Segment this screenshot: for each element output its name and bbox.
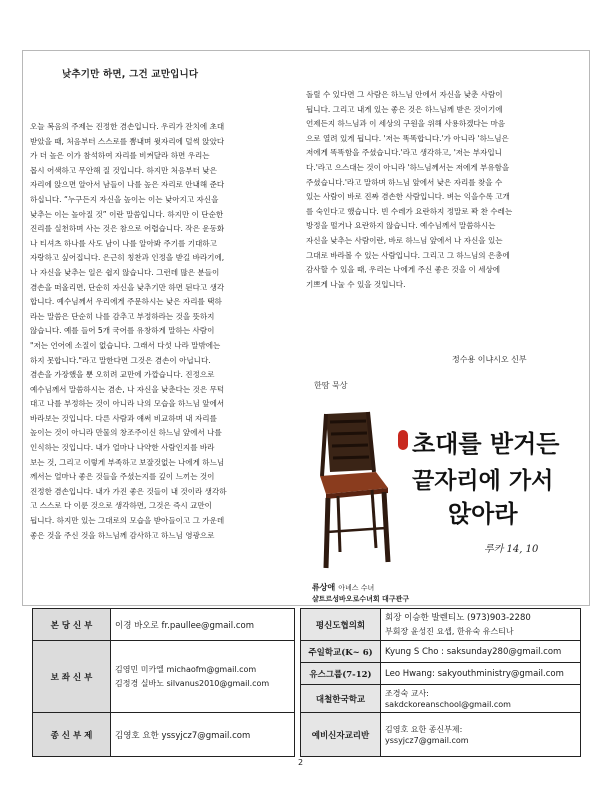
paragraph-line: 낮추는 이는 높아질 것” 이란 말씀입니다. 하지만 이 단순한 [30,209,224,219]
paragraph-line: 나 티셔츠 하나를 사도 남이 나를 알아봐 주기를 기대하고 [30,238,217,248]
directory-label: 유스그룹(7-12) [301,663,381,685]
paragraph-line: 하십니다. “누구든지 자신을 높이는 이는 낮아지고 자신을 [30,194,219,204]
directory-value: 김영호 요한 종신부제: yssyjcz7@gmail.com [381,713,581,757]
article-body-right [306,88,586,292]
directory-label: 주일학교(K~ 6) [301,641,381,663]
directory-value: Kyung S Cho : saksunday280@gmail.com [381,641,581,663]
author-signature: 정수용 이냐시오 신부 [452,355,527,364]
paragraph-line: 감사할 수 있을 때, 우리는 나에게 주신 좋은 것을 이 세상에 [306,265,501,275]
paragraph-line: 고 스스로 다 이룬 것으로 생각하면, 그것은 즉시 교만이 [30,501,212,511]
paragraph-line: 저에게 똑똑함을 주셨습니다.'라고 생각하고, '저는 부자입니 [306,148,502,158]
chair-illustration [320,412,388,568]
paragraph-line: 인식하는 것입니다. 내가 얼마나 나약한 사람인지를 바라 [30,443,215,453]
seal-stamp [398,430,408,450]
paragraph-line: 좋은 것을 주신 것을 하느님께 감사하고 하느님 영광으로 [30,530,215,540]
verse-reference: 루카 14, 10 [484,544,539,555]
paragraph-line: 주셨습니다.'라고 말하며 하느님 앞에서 낮은 자리를 찾을 수 [306,177,503,187]
artwork-caption: 한땀 묵상 [314,381,348,390]
directory-value: 조경숙 교사: sakdckoreanschool@gmail.com [381,685,581,713]
directory-label: 보 좌 신 부 [33,641,111,713]
directory-label: 예비신자교리반 [301,713,381,757]
table-row [33,609,581,641]
paragraph-line: 합니다. 예수님께서 우리에게 주문하시는 낮은 자리를 택하 [30,297,222,307]
paragraph-line: 라는 말씀은 단순히 나를 감추고 부정하라는 것을 뜻하지 [30,311,215,321]
parish-directory [32,608,581,757]
directory-label: 본 당 신 부 [33,609,111,641]
directory-value: 김영호 요한 yssyjcz7@gmail.com [111,713,295,757]
paragraph-line: "저는 언어에 소질이 없습니다. 그래서 다섯 나라 말밖에는 [30,340,221,350]
table-row [33,641,581,663]
paragraph-line: 돌릴 수 있다면 그 사람은 하느님 안에서 자신을 낮춘 사람이 [306,90,503,99]
paragraph-line: 겸손을 떠올리면, 단순히 자신을 낮추기만 하면 된다고 생각 [30,282,225,292]
paragraph-line: 진리를 실천하며 사는 것은 참으로 어렵습니다. 작은 운동화 [30,224,225,234]
artist-name: 류상애 아녜스 수녀 [312,583,375,592]
paragraph-line: 자리에 앉으면 알아서 남들이 나를 높은 자리로 안내해 준다 [30,180,225,190]
paragraph-line: 몹시 어색하고 무안해 질 것입니다. 하지만 처음부터 낮은 [30,165,217,175]
paragraph-line: 있는 사람이 바로 진짜 겸손한 사람입니다. 벼는 익을수록 고개 [306,192,510,202]
directory-value: Leo Hwang: sakyouthministry@gmail.com [381,663,581,685]
paragraph-line: 께서는 얼마나 좋은 것들을 주셨는지를 깊이 느끼는 것이 [30,472,215,482]
paragraph-line: 방정을 떨거나 요란하지 않습니다. 예수님께서 말씀하시는 [306,221,496,231]
paragraph-line: 그대로 바라볼 수 있는 사람입니다. 그리고 그 하느님의 은총에 [306,250,510,260]
paragraph-line: 받았을 때, 처음부터 스스로를 뽐내며 윗자리에 덜썩 앉았다 [30,136,225,146]
directory-value: 회장 이승한 발렌티노 (973)903-2280 부회장 윤성진 요셉, 한유숙 유스티나 [381,609,581,641]
paragraph-line: 자신을 낮추는 사람이란, 바로 하느님 앞에서 나 자신을 있는 [306,235,503,245]
directory-label: 평신도협의회 [301,609,381,641]
paragraph-line: 않습니다. 예를 들어 5개 국어를 유창하게 말하는 사람이 [30,326,215,336]
paragraph-line: 진정한 겸손입니다. 내가 가진 좋은 것들이 내 것이라 생각하 [30,486,227,496]
article-title: 낮추기만 하면, 그건 교만입니다 [62,69,199,80]
directory-value: 이경 바오로 fr.paullee@gmail.com [111,609,295,641]
paragraph-line: 하지 못합니다."라고 말한다면 그것은 겸손이 아닙니다. [30,355,211,365]
page-number: 2 [298,758,304,767]
paragraph-line: 예수님께서 말씀하시는 겸손, 나 자신을 낮춘다는 것은 무턱 [30,384,225,394]
paragraph-line: 자랑하고 싶어집니다. 은근히 칭찬과 인정을 받길 바라기에, [30,253,225,263]
paragraph-line: 다.'라고 으스대는 것이 아니라 '하느님께서는 저에게 부유함을 [306,162,510,172]
paragraph-line: 바라보는 것입니다. 다른 사람과 얘써 비교하며 내 자리를 [30,413,217,423]
paragraph-line: 보는 것, 그리고 이렇게 부족하고 보잘것없는 나에게 하느님 [30,457,225,467]
article-body-left [30,120,305,543]
paragraph-line: 언제든지 하느님과 이 세상의 구원을 위해 사용하겠다는 마음 [306,119,506,129]
paragraph-line: 기쁘게 나눌 수 있을 것입니다. [306,279,406,289]
table-row [33,713,581,757]
calligraphy-artwork [306,372,584,604]
directory-label: 종 신 부 제 [33,713,111,757]
paragraph-line: 됩니다. 그리고 내게 있는 좋은 것은 하느님께 받은 것이기에 [306,104,503,114]
paragraph-line: 나 자신을 낮추는 일은 쉽지 않습니다. 그런데 많은 분들이 [30,267,220,277]
calligraphy-line-3: 앉아라 [448,499,518,528]
directory-label: 대철한국학교 [301,685,381,713]
calligraphy-line-2: 끝자리에 가서 [412,467,554,494]
paragraph-line: 으로 열려 있게 됩니다. '저는 똑똑합니다.'가 아니라 '하느님은 [306,133,509,143]
paragraph-line: 를 숙인다고 했습니다. 빈 수레가 요란하지 정말로 꽉 찬 수레는 [306,206,513,216]
paragraph-line: 겸손을 가장했을 뿐 오히려 교만에 가깝습니다. 진정으로 [30,370,215,380]
calligraphy-line-1: 초대를 받거든 [412,429,560,458]
paragraph-line: 가 더 높은 이가 참석하여 자리를 비켜달라 하면 우리는 [30,151,210,161]
artist-org: 샬트르성바오로수녀회 대구관구 [312,595,410,603]
paragraph-line: 대고 나를 부정하는 것이 아니라 나의 모습을 하느님 앞에서 [30,399,225,409]
paragraph-line: 높이는 것이 아니라 만물의 창조주이신 하느님 앞에서 나를 [30,428,222,438]
directory-value: 김영민 미카엘 michaofm@gmail.com 김정경 실바노 silvanus2010@gmail.com [111,641,295,713]
paragraph-line: 됩니다. 하지만 있는 그대로의 모습을 받아들이고 그 가운데 [30,516,225,526]
paragraph-line: 오늘 복음의 주제는 진정한 겸손입니다. 우리가 잔치에 초대 [30,122,225,131]
